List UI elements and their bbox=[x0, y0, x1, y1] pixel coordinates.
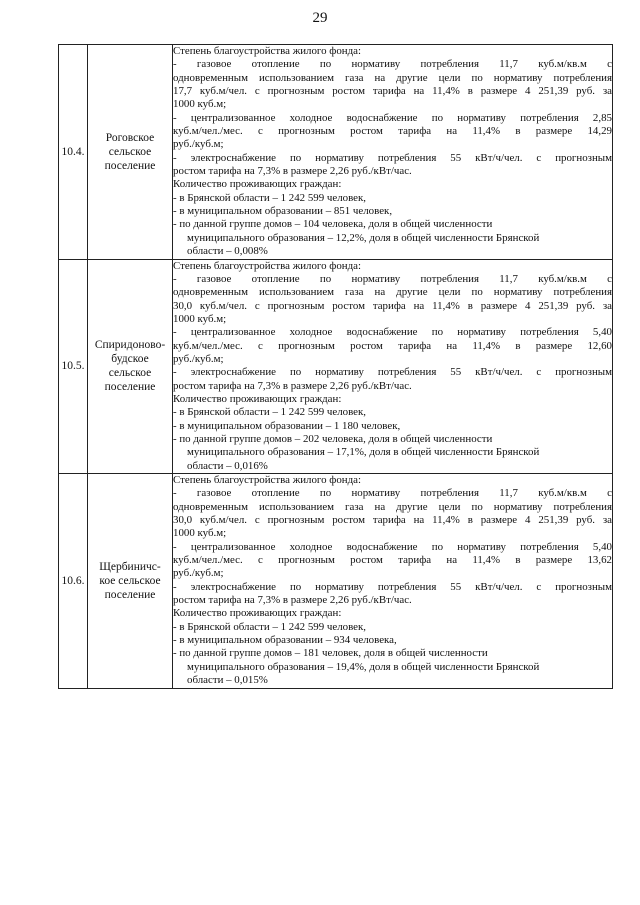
settlement-name bbox=[88, 259, 173, 474]
description-line: 17,7 куб.м/чел. с прогнозным ростом тарифа на 11,4% в размере 4 251,39 руб. за bbox=[173, 85, 612, 98]
description-line: одновременным использованием газа на другие цели по нормативу потребления bbox=[173, 500, 612, 513]
description-line: муниципального образования – 19,4%, доля в общей численности Брянской bbox=[187, 660, 540, 673]
description-line: - газовое отопление по нормативу потребления 11,7 куб.м/кв.м с bbox=[173, 58, 612, 71]
description-line: - по данной группе домов – 104 человека, доля в общей численности bbox=[173, 218, 493, 231]
description-line: руб./куб.м; bbox=[173, 138, 224, 151]
settlement-name-line: сельское bbox=[108, 145, 152, 158]
description-line: 30,0 куб.м/чел. с прогнозным ростом тарифа на 11,4% в размере 4 251,39 руб. за bbox=[173, 514, 612, 527]
description-line: - в муниципальном образовании – 934 человека, bbox=[173, 634, 397, 647]
description-line: Количество проживающих граждан: bbox=[173, 392, 342, 405]
settlement-name-line: кое сельское bbox=[99, 574, 161, 587]
settlement-description bbox=[173, 45, 613, 260]
description-line: - централизованное холодное водоснабжение по нормативу потребления 5,40 bbox=[173, 540, 612, 553]
description-line: - в Брянской области – 1 242 599 человек, bbox=[173, 191, 367, 204]
description-line: области – 0,015% bbox=[187, 674, 268, 687]
settlements-table bbox=[58, 44, 613, 689]
settlement-name-line: поселение bbox=[104, 381, 156, 394]
table-row bbox=[59, 474, 613, 689]
settlement-description bbox=[173, 259, 613, 474]
description-line: муниципального образования – 17,1%, доля в общей численности Брянской bbox=[187, 446, 540, 459]
settlement-name bbox=[88, 474, 173, 689]
settlement-name-line: Роговское bbox=[105, 131, 155, 144]
settlement-name bbox=[88, 45, 173, 260]
description-line: куб.м/чел./мес. с прогнозным ростом тарифа на 11,4% в размере 14,29 bbox=[173, 125, 612, 138]
description-line: Степень благоустройства жилого фонда: bbox=[173, 45, 362, 57]
table-row bbox=[59, 259, 613, 474]
description-line: ростом тарифа на 7,3% в размере 2,26 руб./кВт/час. bbox=[173, 165, 412, 178]
description-line: муниципального образования – 12,2%, доля в общей численности Брянской bbox=[187, 231, 540, 244]
row-number: 10.4. bbox=[59, 45, 88, 260]
settlement-name-line: Спиридоново- bbox=[94, 339, 166, 352]
settlement-description bbox=[173, 474, 613, 689]
table-row bbox=[59, 45, 613, 260]
settlement-name-line: Щербиничс- bbox=[99, 560, 161, 573]
description-line: куб.м/чел./мес. с прогнозным ростом тарифа на 11,4% в размере 13,62 bbox=[173, 554, 612, 567]
row-number: 10.6. bbox=[59, 474, 88, 689]
description-line: - газовое отопление по нормативу потребления 11,7 куб.м/кв.м с bbox=[173, 272, 612, 285]
description-line: - в муниципальном образовании – 851 человек, bbox=[173, 205, 393, 218]
row-number: 10.5. bbox=[59, 259, 88, 474]
description-line: - электроснабжение по нормативу потребления 55 кВт/ч/чел. с прогнозным bbox=[173, 151, 612, 164]
description-line: - централизованное холодное водоснабжение по нормативу потребления 5,40 bbox=[173, 326, 612, 339]
description-line: - в Брянской области – 1 242 599 человек, bbox=[173, 620, 367, 633]
settlement-name-line: сельское bbox=[108, 367, 152, 380]
description-line: ростом тарифа на 7,3% в размере 2,26 руб./кВт/час. bbox=[173, 379, 412, 392]
description-line: Количество проживающих граждан: bbox=[173, 607, 342, 620]
description-line: - в муниципальном образовании – 1 180 человек, bbox=[173, 419, 401, 432]
page-number: 29 bbox=[312, 10, 328, 26]
description-line: - электроснабжение по нормативу потребления 55 кВт/ч/чел. с прогнозным bbox=[173, 366, 612, 379]
description-line: - электроснабжение по нормативу потребления 55 кВт/ч/чел. с прогнозным bbox=[173, 580, 612, 593]
description-line: 1000 куб.м; bbox=[173, 527, 227, 540]
description-line: 1000 куб.м; bbox=[173, 98, 227, 111]
settlement-name-line: будское bbox=[111, 353, 149, 366]
description-line: куб.м/чел./мес. с прогнозным ростом тарифа на 11,4% в размере 12,60 bbox=[173, 339, 612, 352]
description-line: Количество проживающих граждан: bbox=[173, 178, 342, 191]
description-line: области – 0,008% bbox=[187, 245, 268, 258]
description-line: Степень благоустройства жилого фонда: bbox=[173, 259, 362, 272]
description-line: - газовое отопление по нормативу потребления 11,7 куб.м/кв.м с bbox=[173, 487, 612, 500]
description-line: 1000 куб.м; bbox=[173, 312, 227, 325]
settlement-name-line: поселение bbox=[104, 159, 156, 172]
description-line: одновременным использованием газа на другие цели по нормативу потребления bbox=[173, 286, 612, 299]
description-line: 30,0 куб.м/чел. с прогнозным ростом тарифа на 11,4% в размере 4 251,39 руб. за bbox=[173, 299, 612, 312]
description-line: - по данной группе домов – 202 человека, доля в общей численности bbox=[173, 432, 493, 445]
description-line: одновременным использованием газа на другие цели по нормативу потребления bbox=[173, 71, 612, 84]
description-line: руб./куб.м; bbox=[173, 352, 224, 365]
description-line: руб./куб.м; bbox=[173, 567, 224, 580]
description-line: области – 0,016% bbox=[187, 459, 268, 472]
description-line: Степень благоустройства жилого фонда: bbox=[173, 474, 362, 486]
description-line: - по данной группе домов – 181 человек, доля в общей численности bbox=[173, 647, 488, 660]
description-line: - в Брянской области – 1 242 599 человек, bbox=[173, 406, 367, 419]
settlement-name-line: поселение bbox=[104, 588, 156, 601]
description-line: - централизованное холодное водоснабжение по нормативу потребления 2,85 bbox=[173, 111, 612, 124]
description-line: ростом тарифа на 7,3% в размере 2,26 руб./кВт/час. bbox=[173, 594, 412, 607]
